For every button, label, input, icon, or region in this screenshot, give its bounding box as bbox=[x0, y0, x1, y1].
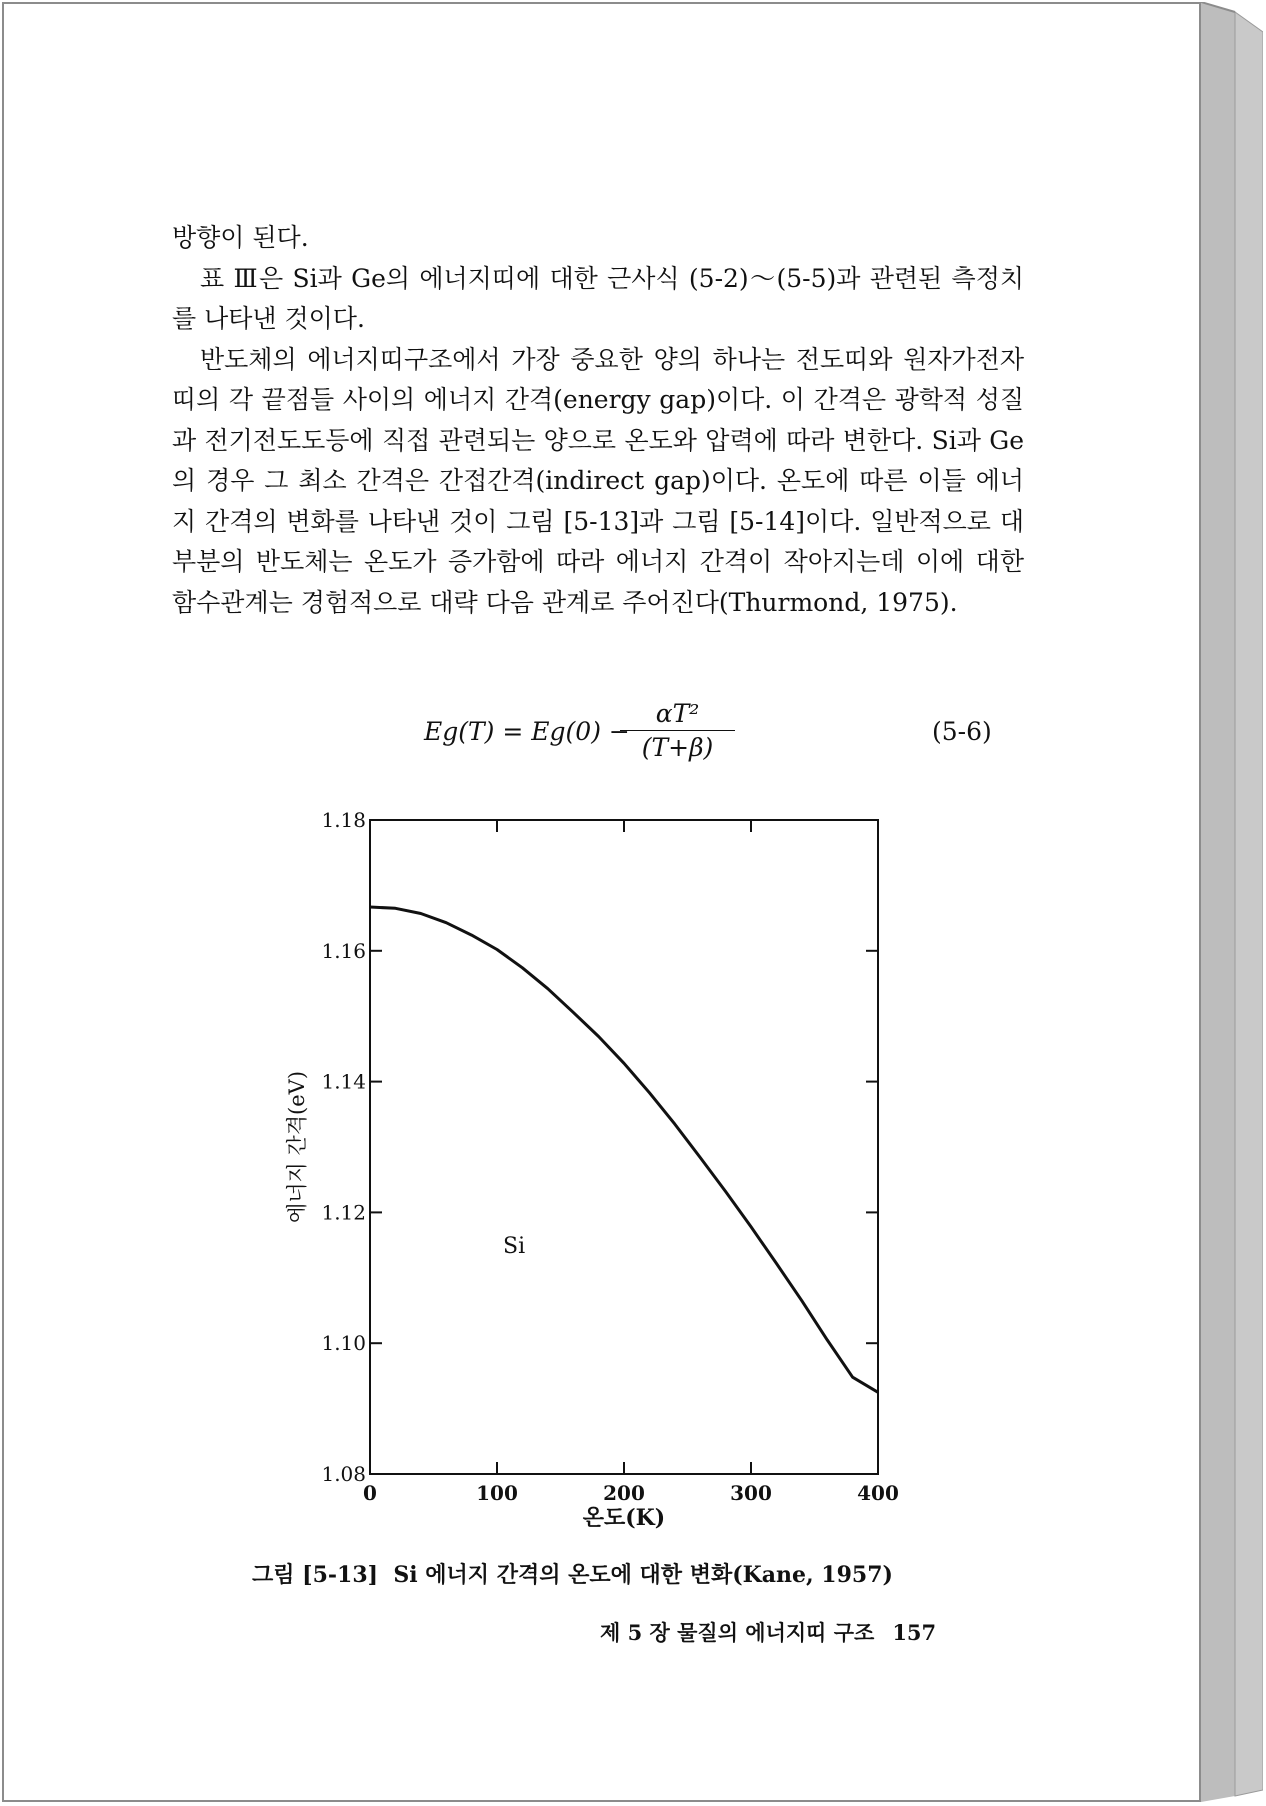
paragraph-3: 반도체의 에너지띠구조에서 가장 중요한 양의 하나는 전도띠와 원자가전자띠의 각 끝점들 사이의 에너지 간격(energy gap)이다. 이 간격은 광학적 성질과 전기전도도등에 직접 관련되는 양으로 온도와 압력에 따라 변한다. Si과 Ge의 경우 그 최소 간격은 간접간격(indirect gap)이다. 온도에 따른 이들 에너지 간격의 변화를 나타낸 것이 그림 [5-13]과 그림 [5-14]이다. 일반적으로 대부분의 반도체는 온도가 증가함에 따라 에너지 간격이 작아지는데 이에 대한 함수관계는 경험적으로 대략 다음 관계로 주어진다(Thurmond, 1975). bbox=[172, 344, 1024, 617]
energy-gap-chart bbox=[270, 800, 950, 1560]
x-tick-label: 0 bbox=[363, 1481, 377, 1505]
body-text bbox=[172, 218, 1024, 623]
si-annotation: Si bbox=[503, 1234, 526, 1259]
equation-lhs: Eg(T) = Eg(0) − bbox=[424, 717, 630, 746]
y-tick-label: 1.14 bbox=[321, 1069, 366, 1094]
equation-number: (5-6) bbox=[932, 717, 992, 746]
chapter-title: 제 5 장 물질의 에너지띠 구조 bbox=[600, 1620, 875, 1645]
paragraph-2: 표 Ⅲ은 Si과 Ge의 에너지띠에 대한 근사식 (5-2)～(5-5)과 관련된 측정치를 나타낸 것이다. bbox=[172, 263, 1024, 333]
y-tick-label: 1.12 bbox=[321, 1200, 366, 1225]
x-tick-label: 300 bbox=[730, 1481, 772, 1505]
x-tick-label: 200 bbox=[603, 1481, 645, 1505]
page-stack-edge bbox=[1201, 2, 1263, 1802]
equation-fraction bbox=[620, 699, 735, 762]
plot-frame bbox=[370, 820, 878, 1474]
y-tick-label: 1.10 bbox=[321, 1331, 366, 1356]
series-line-si bbox=[370, 907, 878, 1392]
y-axis-label: 에너지 간격(eV) bbox=[285, 1070, 309, 1224]
x-tick-label: 100 bbox=[476, 1481, 518, 1505]
page-number: 157 bbox=[892, 1620, 937, 1645]
paragraph-1: 방향이 된다. bbox=[172, 223, 309, 252]
running-footer bbox=[600, 1617, 936, 1647]
x-axis-label: 온도(K) bbox=[582, 1505, 666, 1531]
equation-5-6 bbox=[420, 699, 1020, 775]
figure-caption bbox=[252, 1558, 893, 1589]
equation-numerator: αT² bbox=[620, 699, 735, 731]
y-tick-label: 1.18 bbox=[321, 808, 366, 832]
y-tick-label: 1.08 bbox=[321, 1462, 366, 1486]
equation-denominator: (T+β) bbox=[641, 733, 714, 762]
y-tick-label: 1.16 bbox=[321, 938, 366, 963]
figure-caption-text: Si 에너지 간격의 온도에 대한 변화(Kane, 1957) bbox=[393, 1562, 893, 1588]
figure-label: 그림 [5-13] bbox=[252, 1562, 379, 1588]
x-tick-label: 400 bbox=[857, 1481, 899, 1505]
